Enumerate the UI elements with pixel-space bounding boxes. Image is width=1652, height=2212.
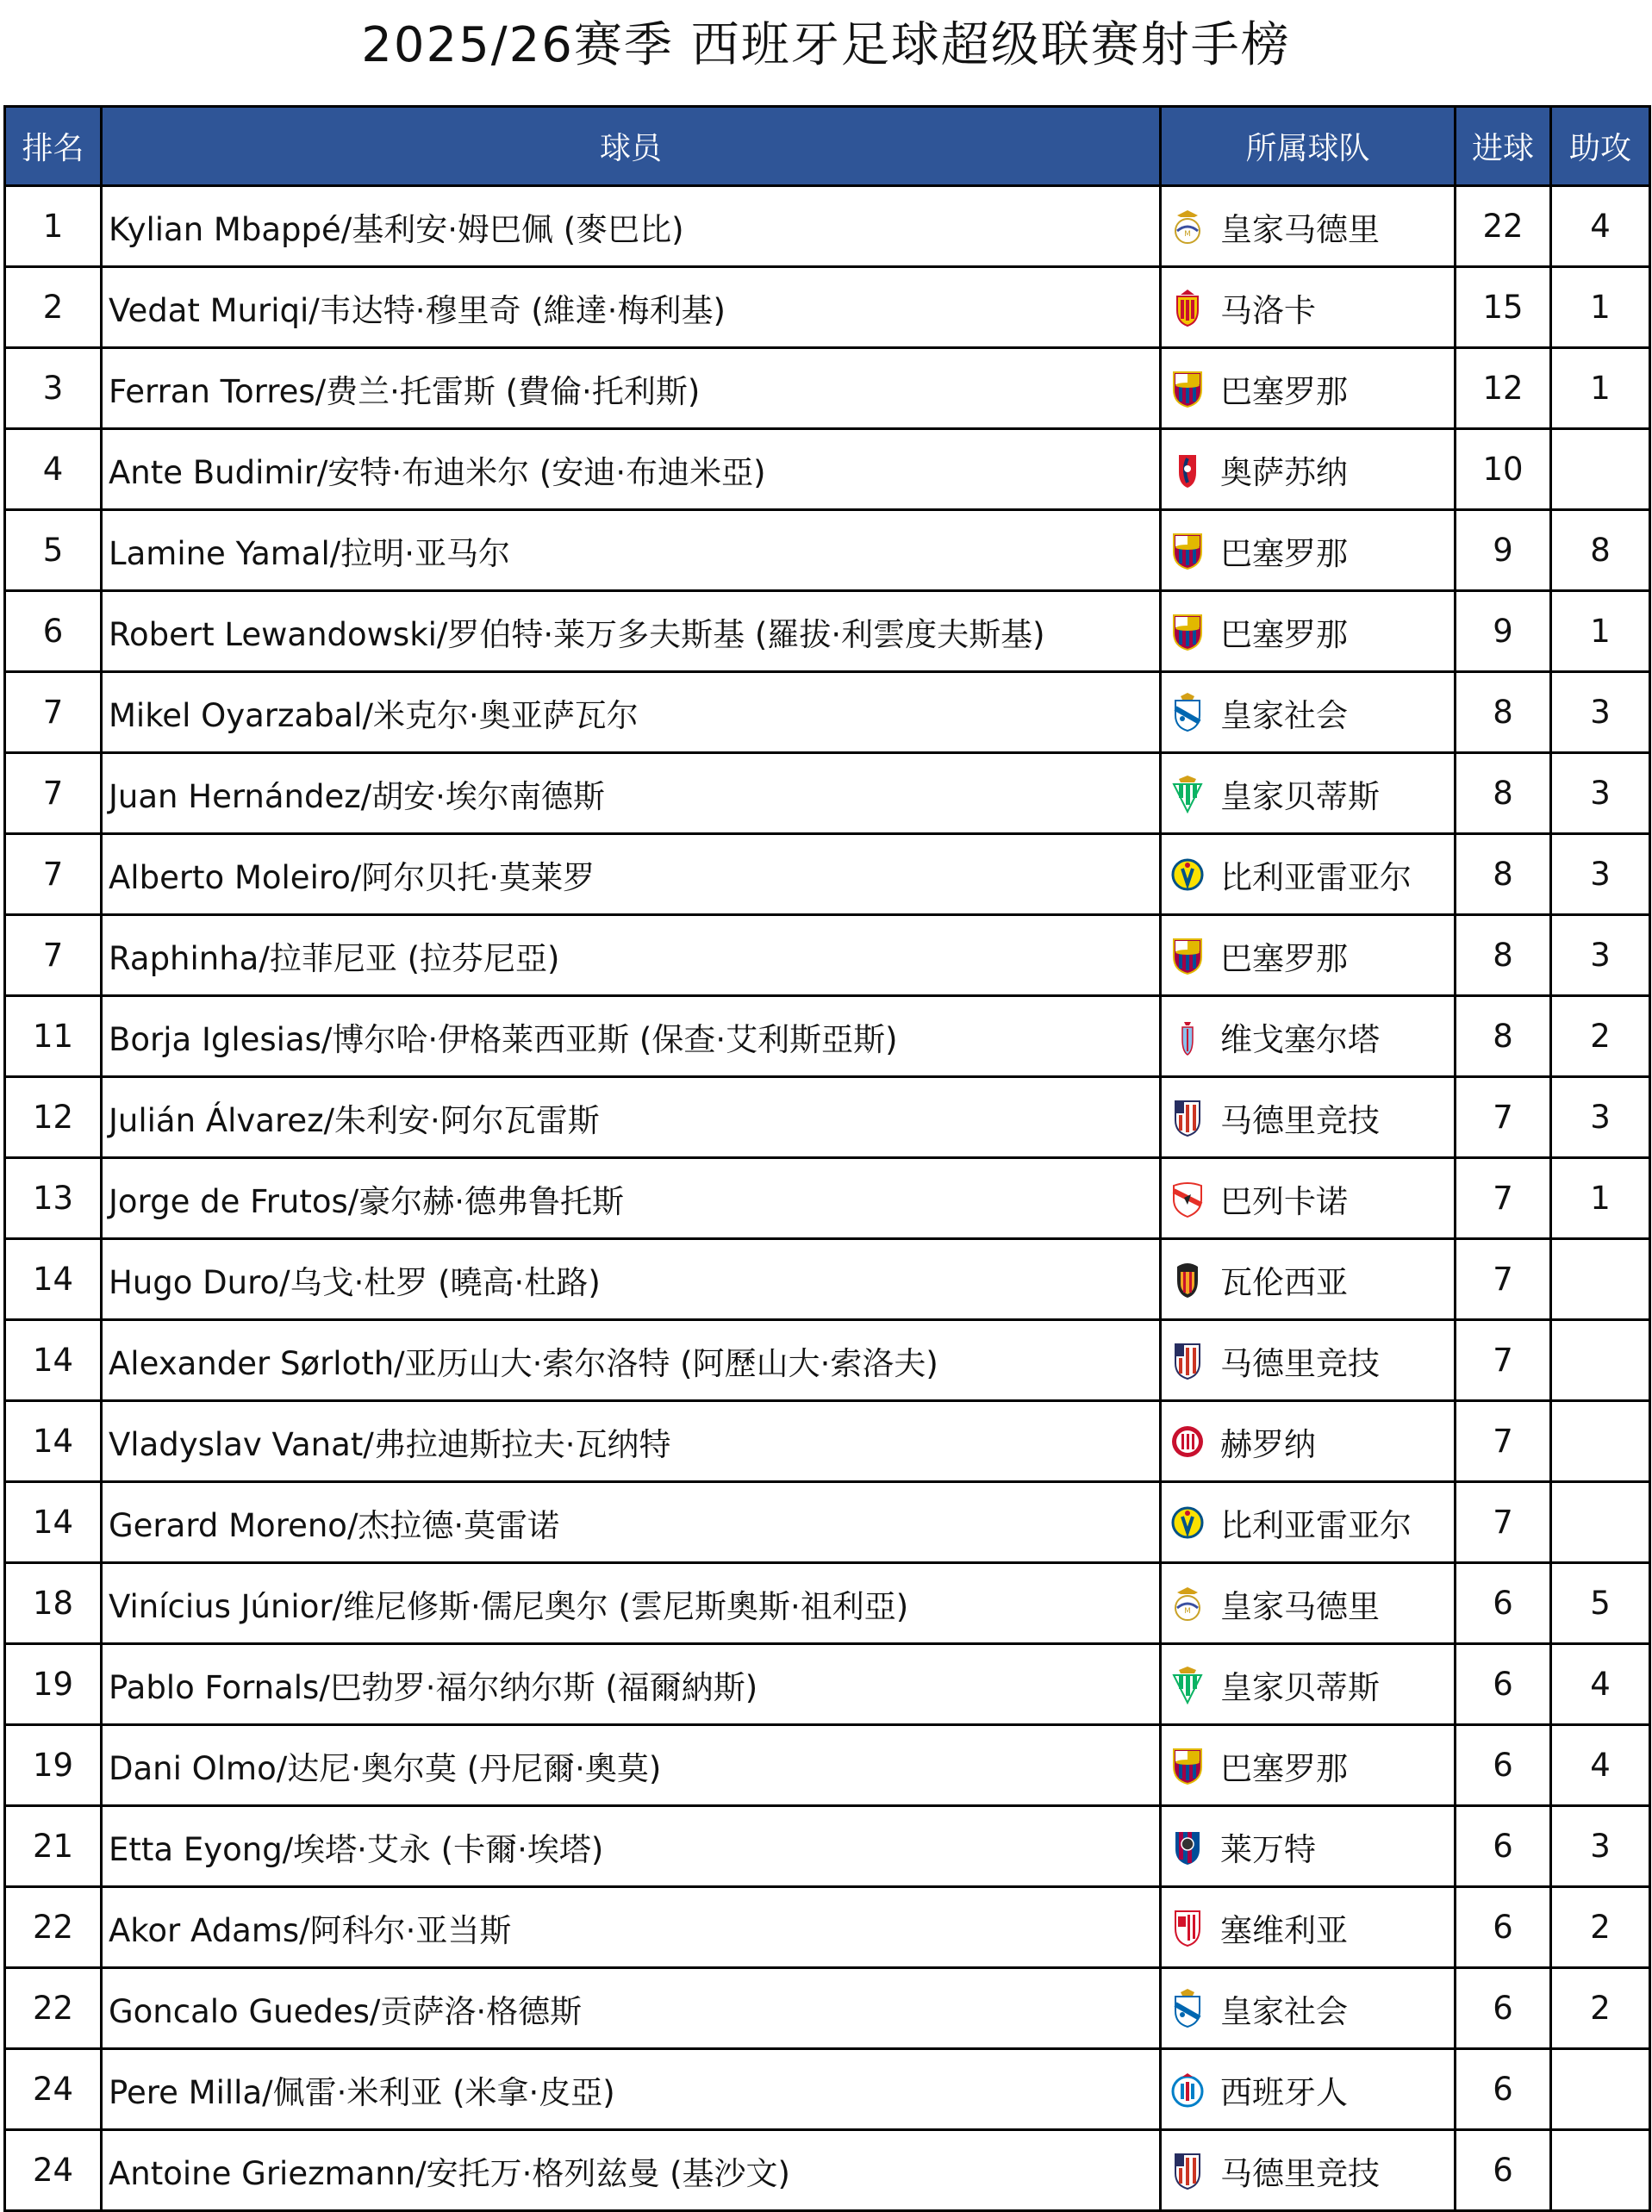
table-row (5, 1239, 1650, 1320)
table-body (5, 186, 1650, 2211)
goals-cell: 15 (1456, 267, 1551, 348)
barcelona-crest-icon (1170, 1746, 1205, 1785)
table-row (5, 996, 1650, 1077)
team-cell (1161, 1239, 1456, 1320)
villarreal-crest-icon (1170, 855, 1205, 894)
goals-cell: 7 (1456, 1077, 1551, 1158)
table-row (5, 267, 1650, 348)
rank-cell: 13 (5, 1158, 102, 1239)
team-cell (1161, 1077, 1456, 1158)
rank-cell: 7 (5, 834, 102, 915)
table-row (5, 1320, 1650, 1401)
assists-cell: 5 (1551, 1563, 1650, 1644)
table-row (5, 591, 1650, 672)
barcelona-crest-icon (1170, 369, 1205, 408)
team-cell (1161, 915, 1456, 996)
team-name: 巴塞罗那 (1220, 615, 1348, 653)
assists-cell: 4 (1551, 1725, 1650, 1806)
rank-cell: 14 (5, 1401, 102, 1482)
player-cell: Etta Eyong/埃塔·艾永 (卡爾·埃塔) (102, 1806, 1161, 1887)
assists-cell (1551, 1401, 1650, 1482)
header-rank: 排名 (5, 107, 102, 186)
valencia-crest-icon (1170, 1260, 1205, 1299)
rank-cell: 19 (5, 1725, 102, 1806)
rank-cell: 14 (5, 1482, 102, 1563)
team-name: 马德里竞技 (1220, 1101, 1380, 1139)
assists-cell: 4 (1551, 186, 1650, 267)
scorers-table (3, 105, 1651, 2212)
rank-cell: 11 (5, 996, 102, 1077)
barcelona-crest-icon (1170, 531, 1205, 570)
rank-cell: 24 (5, 2130, 102, 2211)
assists-cell: 1 (1551, 1158, 1650, 1239)
team-cell (1161, 753, 1456, 834)
table-row (5, 1806, 1650, 1887)
goals-cell: 6 (1456, 1644, 1551, 1725)
page-title: 2025/26赛季 西班牙足球超级联赛射手榜 (361, 16, 1291, 73)
real-sociedad-crest-icon (1170, 1989, 1205, 2028)
team-name: 皇家贝蒂斯 (1220, 1668, 1380, 1706)
assists-cell: 3 (1551, 834, 1650, 915)
header-assists: 助攻 (1551, 107, 1650, 186)
team-name: 皇家社会 (1220, 1992, 1348, 2030)
team-cell (1161, 1482, 1456, 1563)
goals-cell: 6 (1456, 2130, 1551, 2211)
real-betis-crest-icon (1170, 1665, 1205, 1704)
real-madrid-crest-icon (1170, 1584, 1205, 1623)
team-cell (1161, 2049, 1456, 2130)
goals-cell: 7 (1456, 1320, 1551, 1401)
espanyol-crest-icon (1170, 2070, 1205, 2109)
goals-cell: 8 (1456, 915, 1551, 996)
table-row (5, 1158, 1650, 1239)
team-cell (1161, 1968, 1456, 2049)
goals-cell: 7 (1456, 1239, 1551, 1320)
assists-cell (1551, 2049, 1650, 2130)
team-cell (1161, 1644, 1456, 1725)
rank-cell: 7 (5, 753, 102, 834)
team-name: 巴列卡诺 (1220, 1182, 1348, 1220)
goals-cell: 8 (1456, 834, 1551, 915)
table-row (5, 1725, 1650, 1806)
rank-cell: 2 (5, 267, 102, 348)
table-row (5, 1401, 1650, 1482)
team-cell (1161, 186, 1456, 267)
team-name: 比利亚雷亚尔 (1220, 1506, 1412, 1544)
player-cell: Juan Hernández/胡安·埃尔南德斯 (102, 753, 1161, 834)
player-cell: Julián Álvarez/朱利安·阿尔瓦雷斯 (102, 1077, 1161, 1158)
player-cell: Robert Lewandowski/罗伯特·莱万多夫斯基 (羅拔·利雲度夫斯基) (102, 591, 1161, 672)
team-name: 奥萨苏纳 (1220, 453, 1348, 491)
player-cell: Ferran Torres/费兰·托雷斯 (費倫·托利斯) (102, 348, 1161, 429)
goals-cell: 6 (1456, 1968, 1551, 2049)
assists-cell (1551, 1320, 1650, 1401)
goals-cell: 6 (1456, 1563, 1551, 1644)
player-cell: Kylian Mbappé/基利安·姆巴佩 (麥巴比) (102, 186, 1161, 267)
assists-cell: 8 (1551, 510, 1650, 591)
assists-cell: 1 (1551, 348, 1650, 429)
player-cell: Mikel Oyarzabal/米克尔·奥亚萨瓦尔 (102, 672, 1161, 753)
assists-cell: 1 (1551, 267, 1650, 348)
rank-cell: 19 (5, 1644, 102, 1725)
player-cell: Lamine Yamal/拉明·亚马尔 (102, 510, 1161, 591)
rank-cell: 7 (5, 672, 102, 753)
table-row (5, 1644, 1650, 1725)
team-cell (1161, 429, 1456, 510)
rank-cell: 24 (5, 2049, 102, 2130)
team-cell (1161, 1887, 1456, 1968)
player-cell: Jorge de Frutos/豪尔赫·德弗鲁托斯 (102, 1158, 1161, 1239)
rank-cell: 3 (5, 348, 102, 429)
team-name: 巴塞罗那 (1220, 534, 1348, 572)
assists-cell: 3 (1551, 672, 1650, 753)
sevilla-crest-icon (1170, 1908, 1205, 1947)
team-cell (1161, 2130, 1456, 2211)
rank-cell: 1 (5, 186, 102, 267)
player-cell: Alexander Sørloth/亚历山大·索尔洛特 (阿歷山大·索洛夫) (102, 1320, 1161, 1401)
team-name: 马德里竞技 (1220, 1344, 1380, 1382)
rank-cell: 7 (5, 915, 102, 996)
assists-cell: 2 (1551, 1968, 1650, 2049)
player-cell: Borja Iglesias/博尔哈·伊格莱西亚斯 (保查·艾利斯亞斯) (102, 996, 1161, 1077)
team-cell (1161, 348, 1456, 429)
girona-crest-icon (1170, 1422, 1205, 1461)
player-cell: Pablo Fornals/巴勃罗·福尔纳尔斯 (福爾納斯) (102, 1644, 1161, 1725)
team-name: 西班牙人 (1220, 2073, 1348, 2111)
player-cell: Alberto Moleiro/阿尔贝托·莫莱罗 (102, 834, 1161, 915)
goals-cell: 6 (1456, 1806, 1551, 1887)
real-betis-crest-icon (1170, 774, 1205, 813)
table-row (5, 429, 1650, 510)
goals-cell: 6 (1456, 1887, 1551, 1968)
player-cell: Dani Olmo/达尼·奥尔莫 (丹尼爾·奧莫) (102, 1725, 1161, 1806)
atletico-madrid-crest-icon (1170, 1341, 1205, 1380)
assists-cell: 4 (1551, 1644, 1650, 1725)
team-cell (1161, 267, 1456, 348)
team-cell (1161, 1158, 1456, 1239)
goals-cell: 22 (1456, 186, 1551, 267)
team-cell (1161, 1806, 1456, 1887)
assists-cell: 3 (1551, 1806, 1650, 1887)
player-cell: Raphinha/拉菲尼亚 (拉芬尼亞) (102, 915, 1161, 996)
goals-cell: 6 (1456, 1725, 1551, 1806)
barcelona-crest-icon (1170, 936, 1205, 975)
team-name: 维戈塞尔塔 (1220, 1020, 1380, 1058)
table-row (5, 1077, 1650, 1158)
header-player: 球员 (102, 107, 1161, 186)
team-name: 巴塞罗那 (1220, 939, 1348, 977)
player-cell: Ante Budimir/安特·布迪米尔 (安迪·布迪米亞) (102, 429, 1161, 510)
team-name: 皇家贝蒂斯 (1220, 777, 1380, 815)
team-name: 皇家马德里 (1220, 210, 1380, 248)
goals-cell: 8 (1456, 672, 1551, 753)
real-madrid-crest-icon (1170, 207, 1205, 246)
rank-cell: 22 (5, 1887, 102, 1968)
goals-cell: 7 (1456, 1482, 1551, 1563)
rank-cell: 4 (5, 429, 102, 510)
assists-cell: 3 (1551, 1077, 1650, 1158)
header-team: 所属球队 (1161, 107, 1456, 186)
assists-cell: 3 (1551, 753, 1650, 834)
team-name: 比利亚雷亚尔 (1220, 858, 1412, 896)
team-cell (1161, 834, 1456, 915)
team-name: 马德里竞技 (1220, 2154, 1380, 2192)
team-name: 赫罗纳 (1220, 1425, 1316, 1463)
svg-text:M: M (1184, 1606, 1191, 1616)
table-row (5, 1563, 1650, 1644)
player-cell: Antoine Griezmann/安托万·格列兹曼 (基沙文) (102, 2130, 1161, 2211)
goals-cell: 12 (1456, 348, 1551, 429)
goals-cell: 8 (1456, 753, 1551, 834)
player-cell: Hugo Duro/乌戈·杜罗 (曉高·杜路) (102, 1239, 1161, 1320)
team-cell (1161, 1401, 1456, 1482)
team-cell (1161, 1725, 1456, 1806)
team-name: 皇家社会 (1220, 696, 1348, 734)
assists-cell (1551, 1482, 1650, 1563)
table-row (5, 2130, 1650, 2211)
player-cell: Pere Milla/佩雷·米利亚 (米拿·皮亞) (102, 2049, 1161, 2130)
header-goals: 进球 (1456, 107, 1551, 186)
team-cell (1161, 996, 1456, 1077)
player-cell: Goncalo Guedes/贡萨洛·格德斯 (102, 1968, 1161, 2049)
team-cell (1161, 672, 1456, 753)
rank-cell: 14 (5, 1320, 102, 1401)
atletico-madrid-crest-icon (1170, 1098, 1205, 1137)
player-cell: Akor Adams/阿科尔·亚当斯 (102, 1887, 1161, 1968)
goals-cell: 6 (1456, 2049, 1551, 2130)
team-cell (1161, 591, 1456, 672)
levante-crest-icon (1170, 1827, 1205, 1866)
team-name: 瓦伦西亚 (1220, 1263, 1348, 1301)
table-row (5, 510, 1650, 591)
team-cell (1161, 1563, 1456, 1644)
celta-vigo-crest-icon (1170, 1017, 1205, 1056)
table-row (5, 834, 1650, 915)
atletico-madrid-crest-icon (1170, 2151, 1205, 2190)
assists-cell: 3 (1551, 915, 1650, 996)
svg-text:M: M (1184, 229, 1191, 239)
player-cell: Vinícius Júnior/维尼修斯·儒尼奥尔 (雲尼斯奧斯·祖利亞) (102, 1563, 1161, 1644)
assists-cell (1551, 2130, 1650, 2211)
rank-cell: 12 (5, 1077, 102, 1158)
goals-cell: 9 (1456, 510, 1551, 591)
player-cell: Vladyslav Vanat/弗拉迪斯拉夫·瓦纳特 (102, 1401, 1161, 1482)
team-name: 莱万特 (1220, 1830, 1316, 1868)
assists-cell: 2 (1551, 996, 1650, 1077)
player-cell: Gerard Moreno/杰拉德·莫雷诺 (102, 1482, 1161, 1563)
assists-cell: 2 (1551, 1887, 1650, 1968)
table-row (5, 672, 1650, 753)
goals-cell: 8 (1456, 996, 1551, 1077)
rank-cell: 5 (5, 510, 102, 591)
table-row (5, 1887, 1650, 1968)
rank-cell: 22 (5, 1968, 102, 2049)
assists-cell (1551, 1239, 1650, 1320)
table-row (5, 1482, 1650, 1563)
mallorca-crest-icon (1170, 288, 1205, 327)
rank-cell: 21 (5, 1806, 102, 1887)
rank-cell: 14 (5, 1239, 102, 1320)
table-row (5, 186, 1650, 267)
table-row (5, 915, 1650, 996)
villarreal-crest-icon (1170, 1503, 1205, 1542)
goals-cell: 9 (1456, 591, 1551, 672)
player-cell: Vedat Muriqi/韦达特·穆里奇 (維達·梅利基) (102, 267, 1161, 348)
rayo-vallecano-crest-icon (1170, 1179, 1205, 1218)
table-row (5, 2049, 1650, 2130)
team-name: 马洛卡 (1220, 291, 1316, 329)
assists-cell (1551, 429, 1650, 510)
team-name: 皇家马德里 (1220, 1587, 1380, 1625)
table-row (5, 348, 1650, 429)
team-name: 巴塞罗那 (1220, 1749, 1348, 1787)
team-cell (1161, 1320, 1456, 1401)
goals-cell: 7 (1456, 1401, 1551, 1482)
team-name: 塞维利亚 (1220, 1911, 1348, 1949)
header-row (5, 107, 1650, 186)
barcelona-crest-icon (1170, 612, 1205, 651)
table-row (5, 753, 1650, 834)
real-sociedad-crest-icon (1170, 693, 1205, 732)
team-name: 巴塞罗那 (1220, 372, 1348, 410)
assists-cell: 1 (1551, 591, 1650, 672)
team-cell (1161, 510, 1456, 591)
goals-cell: 10 (1456, 429, 1551, 510)
rank-cell: 6 (5, 591, 102, 672)
goals-cell: 7 (1456, 1158, 1551, 1239)
osasuna-crest-icon (1170, 450, 1205, 489)
table-row (5, 1968, 1650, 2049)
rank-cell: 18 (5, 1563, 102, 1644)
